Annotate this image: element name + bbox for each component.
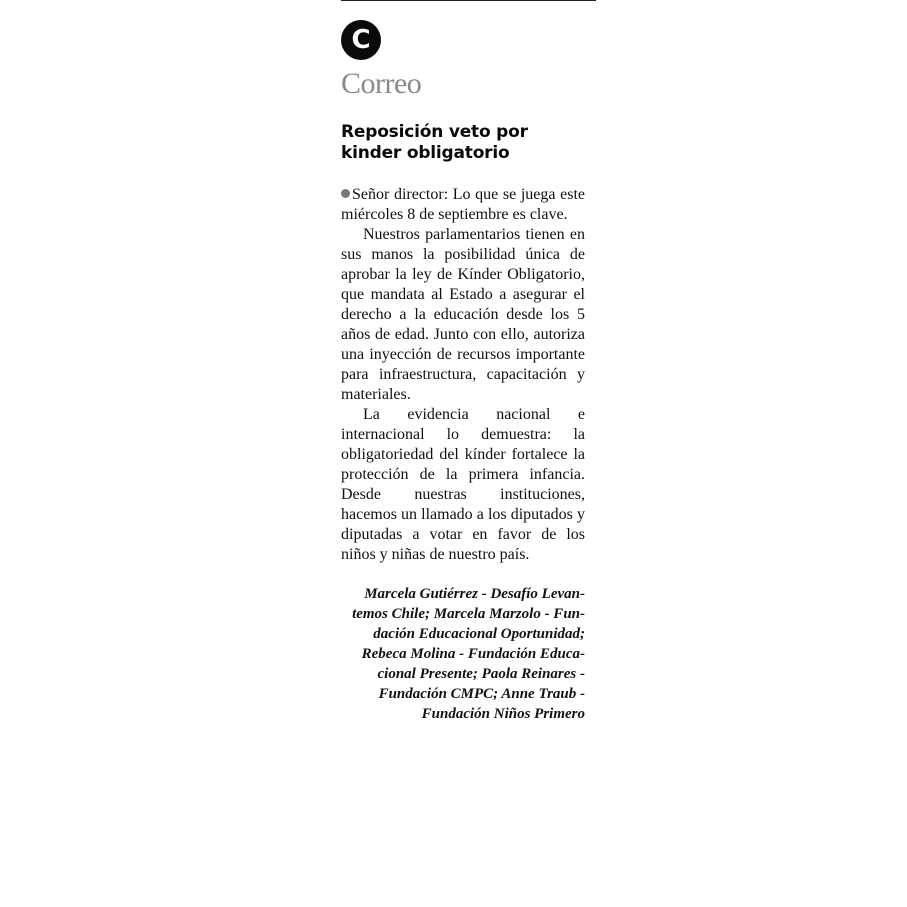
signature-line: Fundación Niños Primero (421, 706, 585, 722)
signature-line: Marcela Gutiérrez - Desafío Levan- (364, 586, 585, 602)
signature-line: cional Presente; Paola Reinares - (377, 666, 585, 682)
signature-line: temos Chile; Marcela Marzolo - Fun- (352, 606, 585, 622)
letter-signature (341, 584, 585, 724)
bullet-icon (341, 189, 350, 198)
section-logo-icon: C (341, 20, 381, 60)
letter-paragraph-2: Nuestros parlamentarios tienen en sus manos la posibilidad única de aprobar la ley de Kínder Obligatorio, que mandata al Estado a asegurar el derecho a la educación desde los 5 años de edad. Junto con ello, autoriza una inyección de recursos importante para infraestructura, capacitación y materiales. (341, 226, 585, 403)
section-title: Correo (341, 67, 422, 100)
signature-line: Fundación CMPC; Anne Traub - (378, 686, 585, 702)
letter-paragraph-3: La evidencia nacional e internacional lo demuestra: la obligatoriedad del kínder fortalece la protección de la primera infancia. Desde nuestras instituciones, hacemos un llamado a los diputados y diputadas a votar en favor de los niños y niñas de nuestro país. (341, 406, 585, 563)
top-rule (341, 0, 596, 1)
signature-line: dación Educacional Oportunidad; (373, 626, 585, 642)
signature-line: Rebeca Molina - Fundación Educa- (361, 646, 585, 662)
letter-headline: Reposición veto por kinder obligatorio (341, 122, 528, 163)
letter-paragraph-1: Señor director: Lo que se juega este miércoles 8 de septiembre es clave. (341, 186, 585, 223)
letter-body (341, 185, 585, 565)
